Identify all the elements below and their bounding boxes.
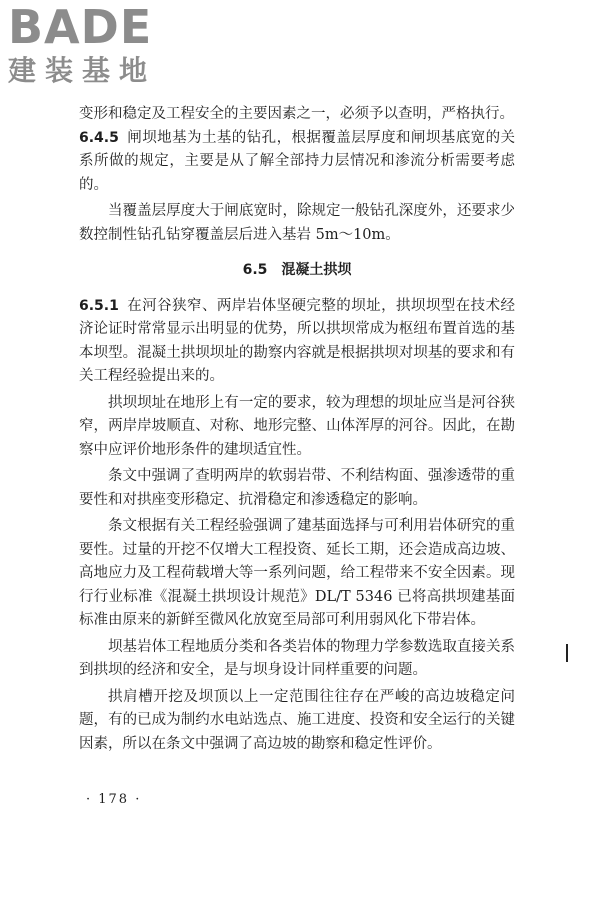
page-body <box>79 103 515 756</box>
paragraph: 条文中强调了查明两岸的软弱岩带、不利结构面、强渗透带的重要性和对拱座变形稳定、抗滑稳定和渗透稳定的影响。 <box>79 468 515 508</box>
section-heading <box>79 259 515 283</box>
clause-text: 闸坝地基为土基的钻孔，根据覆盖层厚度和闸坝基底宽的关系所做的规定，主要是从了解全部持力层情况和渗流分析需要考虑的。 <box>79 129 515 193</box>
paragraph-continued: 变形和稳定及工程安全的主要因素之一，必须予以查明，严格执行。 <box>79 106 514 122</box>
paragraph: 拱坝坝址在地形上有一定的要求，较为理想的坝址应当是河谷狭窄，两岸岸坡顺直、对称、地形完整、山体浑厚的河谷。因此，在勘察中应评价地形条件的建坝适宜性。 <box>79 394 515 458</box>
section-title: 混凝土拱坝 <box>281 262 352 278</box>
logo-subtitle: 建装基地 <box>8 54 157 87</box>
clause-number: 6.4.5 <box>79 129 119 146</box>
paragraph: 坝基岩体工程地质分类和各类岩体的物理力学参数选取直接关系到拱坝的经济和安全，是与坝身设计同样重要的问题。 <box>79 638 515 678</box>
paragraph: 当覆盖层厚度大于闸底宽时，除规定一般钻孔深度外，还要求少数控制性钻孔钻穿覆盖层后进入基岩 5m～10m。 <box>79 203 515 243</box>
page-number: · 178 · <box>86 792 142 807</box>
publisher-logo <box>8 2 188 88</box>
revision-bar <box>566 644 568 662</box>
clause-6-4-5 <box>79 127 515 198</box>
clause-6-5-1 <box>79 295 515 389</box>
clause-text: 在河谷狭窄、两岸岩体坚硬完整的坝址，拱坝坝型在技术经济论证时常常显示出明显的优势，所以拱坝常成为枢纽布置首选的基本坝型。混凝土拱坝坝址的勘察内容就是根据拱坝对坝基的要求和有关工程经验提出来的。 <box>79 297 515 384</box>
section-number: 6.5 <box>242 262 268 278</box>
paragraph: 条文根据有关工程经验强调了建基面选择与可利用岩体研究的重要性。过量的开挖不仅增大工程投资、延长工期，还会造成高边坡、高地应力及工程荷载增大等一系列问题，给工程带来不安全因素。现行行业标准《混凝土拱坝设计规范》DL/T 5346 已将高拱坝建基面标准由原来的新鲜至微风化放宽至局部可利用弱风化下带岩体。 <box>79 518 515 628</box>
clause-number: 6.5.1 <box>79 297 119 314</box>
paragraph: 拱肩槽开挖及坝顶以上一定范围往往存在严峻的高边坡稳定问题，有的已成为制约水电站选点、施工进度、投资和安全运行的关键因素，所以在条文中强调了高边坡的勘察和稳定性评价。 <box>79 688 515 752</box>
logo-wordmark: BADE <box>8 0 153 54</box>
